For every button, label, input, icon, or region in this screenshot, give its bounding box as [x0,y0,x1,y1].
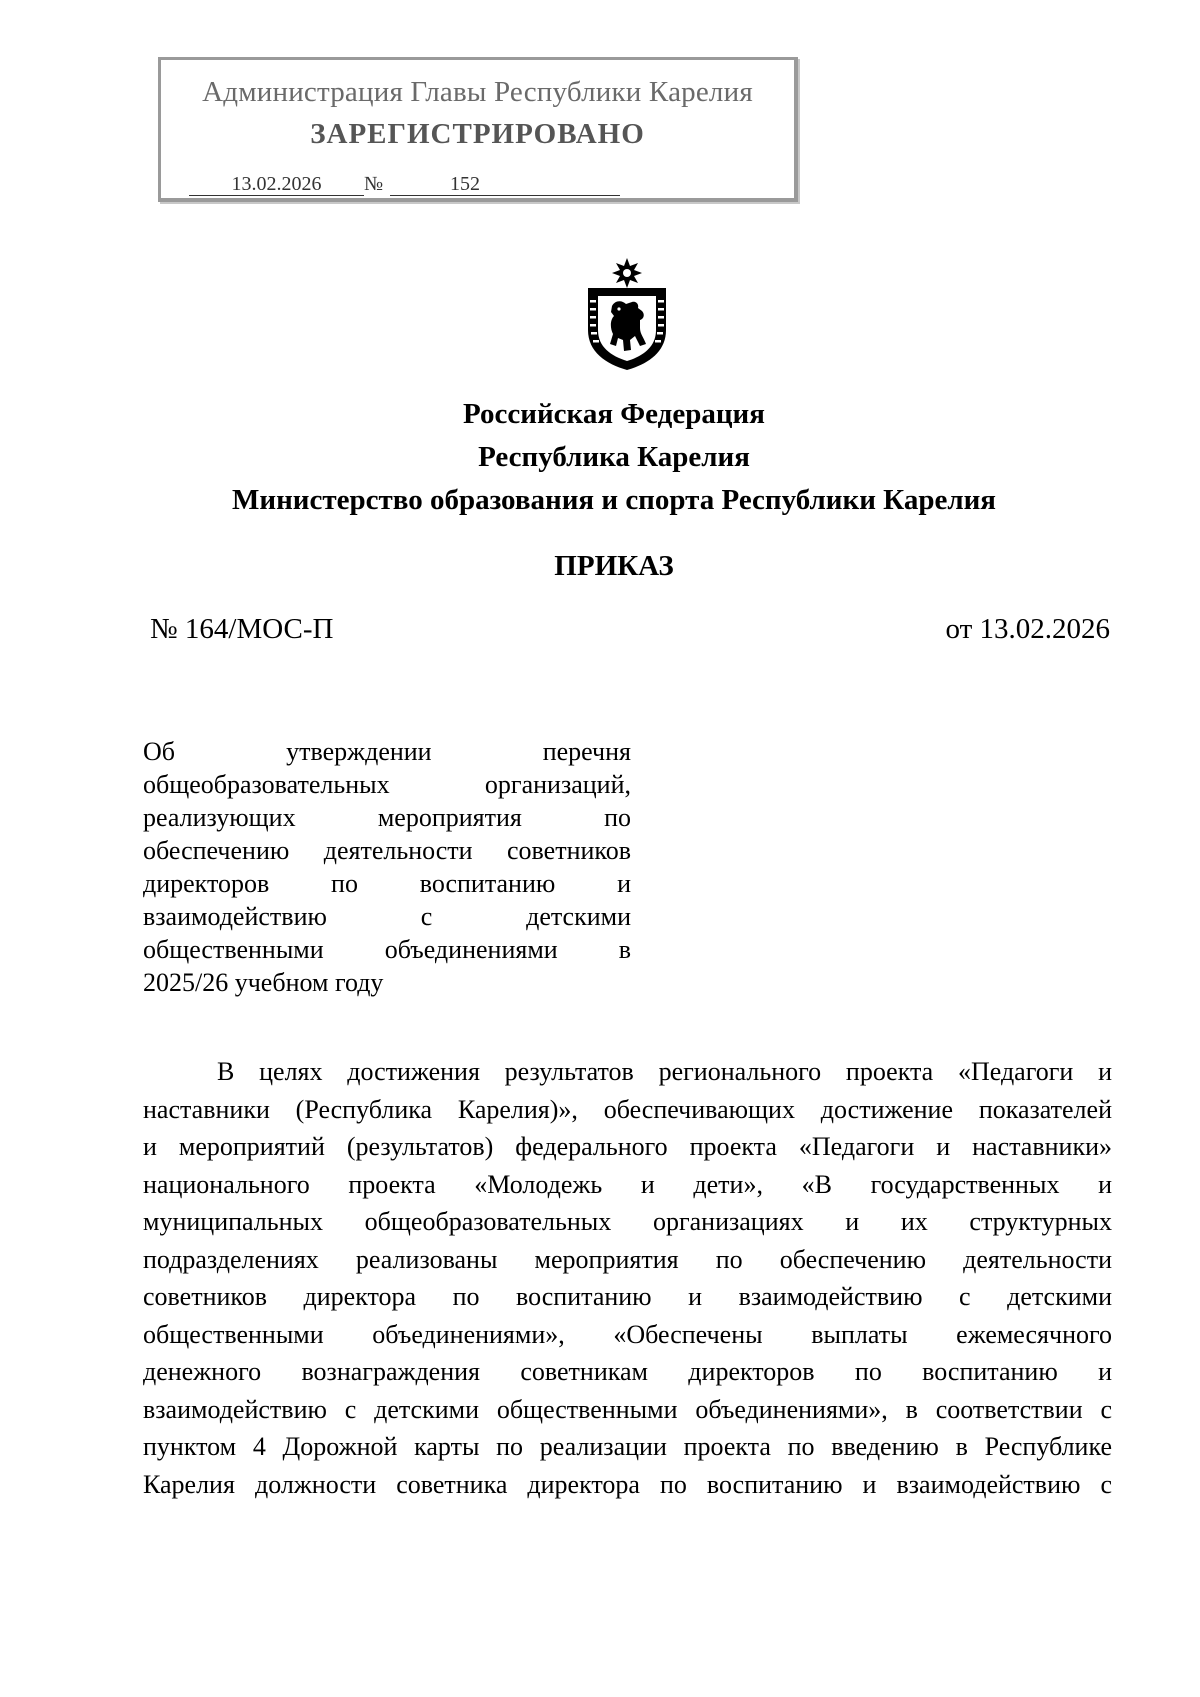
registration-stamp [158,57,798,202]
body-line: наставники (Республика Карелия)», обеспечивающих достижение показателей [143,1094,1112,1124]
header-country: Российская Федерация [463,398,765,430]
star-icon [612,258,642,288]
karelia-coat-of-arms-icon [582,256,672,372]
subject-line: общеобразовательных организаций, [143,770,631,799]
subject-line: реализующих мероприятия по [143,803,631,832]
stamp-date: 13.02.2026 [189,173,364,196]
document-subject [143,735,631,999]
body-line: взаимодействию с детскими общественными объединениями», в соответствии с [143,1394,1112,1424]
stamp-organization: Администрация Главы Республики Карелия [202,76,753,108]
body-line: общественными объединениями», «Обеспечены выплаты ежемесячного [143,1319,1112,1349]
header-ministry: Министерство образования и спорта Республики Карелия [232,484,996,516]
body-line: пунктом 4 Дорожной карты по реализации проекта по введению в Республике [143,1432,1112,1461]
body-line: Карелия должности советника директора по воспитанию и взаимодействию с [143,1469,1112,1499]
document-number: № 164/МОС-П [150,613,334,645]
subject-line: общественными объединениями в [143,935,631,964]
body-line: муниципальных общеобразовательных организациях и их структурных [143,1207,1112,1236]
body-line: советников директора по воспитанию и взаимодействию с детскими [143,1282,1112,1311]
header-region: Республика Карелия [478,441,750,473]
subject-line: 2025/26 учебном году [143,968,384,997]
subject-line: взаимодействию с детскими [143,902,631,931]
subject-line: директоров по воспитанию и [143,869,631,898]
document-type: ПРИКАЗ [554,550,674,582]
stamp-number-sign: № [364,173,384,195]
subject-line: обеспечению деятельности советников [143,836,631,865]
stamp-registration-line [189,173,620,196]
stamp-status: ЗАРЕГИСТРИРОВАНО [310,118,645,150]
body-line: денежного вознаграждения советникам директоров по воспитанию и [143,1357,1112,1386]
body-paragraph [143,1053,1112,1503]
body-line: национального проекта «Молодежь и дети», «В государственных и [143,1169,1112,1199]
document-date: от 13.02.2026 [945,613,1110,645]
body-line: В целях достижения результатов регионального проекта «Педагоги и [217,1057,1112,1086]
body-line: и мероприятий (результатов) федерального проекта «Педагоги и наставники» [143,1132,1112,1161]
stamp-number: 152 [390,173,620,196]
body-line: подразделениях реализованы мероприятия по обеспечению деятельности [143,1244,1112,1274]
subject-line: Об утверждении перечня [143,737,631,766]
